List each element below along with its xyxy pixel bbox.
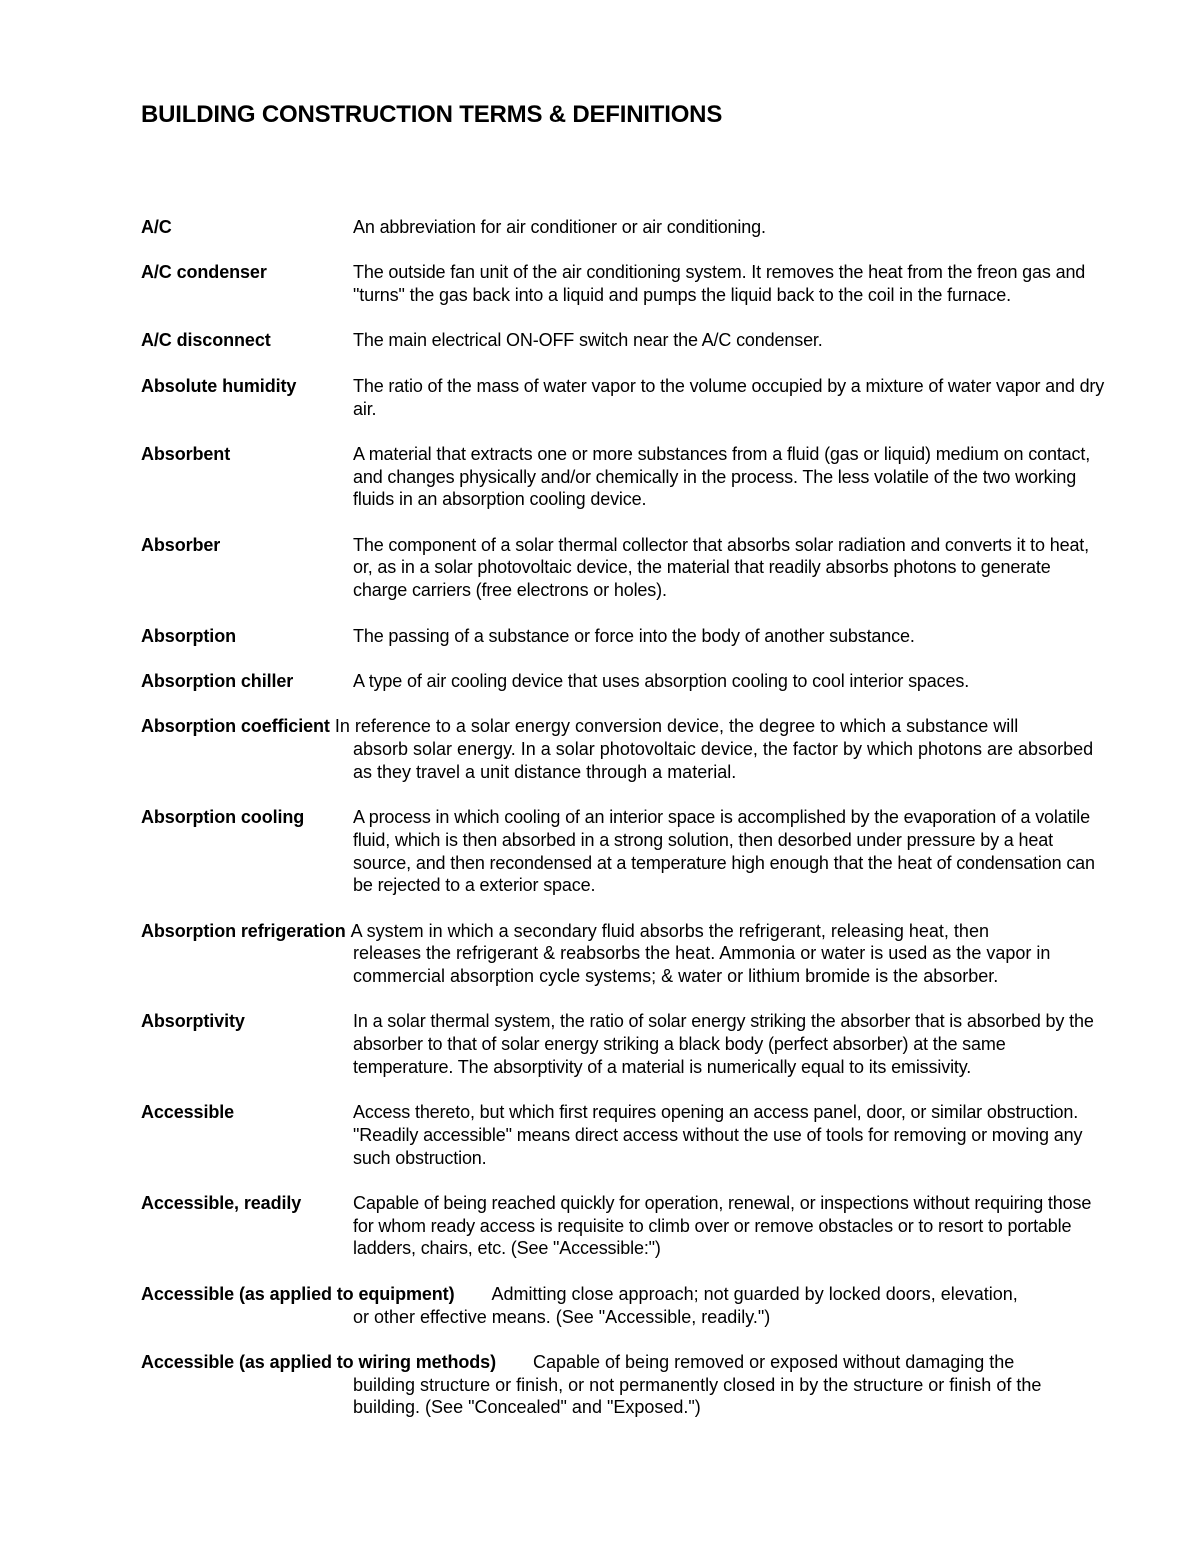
page-title: BUILDING CONSTRUCTION TERMS & DEFINITIONS bbox=[141, 101, 723, 128]
definition-continuation: building structure or finish, or not permanently closed in by the structure or finish of the building. (See "Concealed" and "Exposed.") bbox=[353, 1374, 1042, 1418]
definition: An abbreviation for air conditioner or air conditioning. bbox=[353, 217, 766, 237]
term: Absorption bbox=[141, 625, 236, 646]
term: Accessible (as applied to wiring methods) bbox=[141, 1351, 496, 1372]
glossary-entry bbox=[141, 1351, 1106, 1419]
glossary-entry bbox=[141, 1192, 1106, 1260]
definition-first-line: A system in which a secondary fluid absorbs the refrigerant, releasing heat, then bbox=[350, 920, 989, 941]
term: Absorption coefficient bbox=[141, 716, 330, 737]
definition-continuation: absorb solar energy. In a solar photovoltaic device, the factor by which photons are absorbed as they travel a unit distance through a material. bbox=[353, 739, 1094, 782]
glossary-entry bbox=[141, 670, 1106, 693]
term: Absolute humidity bbox=[141, 375, 297, 396]
glossary-entry bbox=[141, 806, 1106, 897]
glossary-entry bbox=[141, 1010, 1106, 1078]
definition-continuation: releases the refrigerant & reabsorbs the heat. Ammonia or water is used as the vapor in commercial absorption cycle systems; & water or lithium bromide is the absorber. bbox=[353, 943, 1051, 987]
definition: The component of a solar thermal collector that absorbs solar radiation and converts it to heat, or, as in a solar photovoltaic device, the material that readily absorbs photons to generate charge carriers (free electrons or holes). bbox=[353, 534, 1090, 601]
definition: In a solar thermal system, the ratio of solar energy striking the absorber that is absorbed by the absorber to that of solar energy striking a black body (perfect absorber) at the same temperature. The absorptivity of a material is numerically equal to its emissivity. bbox=[353, 1011, 1094, 1077]
definition: The main electrical ON-OFF switch near the A/C condenser. bbox=[353, 330, 823, 351]
definition-first-line: In reference to a solar energy conversion device, the degree to which a substance will bbox=[334, 716, 1019, 737]
term: Accessible (as applied to equipment) bbox=[141, 1283, 455, 1304]
term: Absorption refrigeration bbox=[141, 920, 346, 941]
glossary-entry bbox=[141, 625, 1106, 648]
glossary-entry bbox=[141, 1283, 1106, 1328]
term: A/C disconnect bbox=[141, 330, 271, 351]
definition: Access thereto, but which first requires opening an access panel, door, or similar obstruction. "Readily accessible" means direct access without the use of tools for removing or moving any such obstruction. bbox=[353, 1102, 1083, 1168]
glossary-entry bbox=[141, 534, 1106, 602]
definition-first-line: Capable of being removed or exposed without damaging the bbox=[532, 1351, 1015, 1372]
glossary-list bbox=[141, 216, 1106, 1442]
glossary-entry bbox=[141, 443, 1106, 511]
definition: The passing of a substance or force into the body of another substance. bbox=[353, 625, 915, 646]
term: A/C condenser bbox=[141, 262, 267, 283]
definition-continuation: or other effective means. (See "Accessible, readily.") bbox=[353, 1306, 771, 1327]
definition: A process in which cooling of an interior space is accomplished by the evaporation of a volatile fluid, which is then absorbed in a strong solution, then desorbed under pressure by a heat source, and then recondensed at a temperature high enough that the heat of condensation can be rejected to a exterior space. bbox=[353, 807, 1095, 896]
glossary-entry bbox=[141, 1101, 1106, 1169]
term: Absorption chiller bbox=[141, 670, 294, 691]
glossary-entry bbox=[141, 920, 1106, 988]
term: Accessible bbox=[141, 1102, 235, 1123]
term: Absorptivity bbox=[141, 1011, 245, 1032]
glossary-entry bbox=[141, 261, 1106, 306]
term: Absorption cooling bbox=[141, 807, 305, 828]
term: A/C bbox=[141, 217, 172, 237]
glossary-entry bbox=[141, 329, 1106, 352]
term: Accessible, readily bbox=[141, 1193, 302, 1214]
term: Absorber bbox=[141, 534, 221, 555]
definition: A type of air cooling device that uses absorption cooling to cool interior spaces. bbox=[353, 670, 970, 691]
glossary-entry bbox=[141, 715, 1106, 783]
definition: The outside fan unit of the air conditioning system. It removes the heat from the freon gas and "turns" the gas back into a liquid and pumps the liquid back to the coil in the furnace. bbox=[353, 262, 1086, 306]
glossary-entry bbox=[141, 216, 1106, 239]
definition: The ratio of the mass of water vapor to the volume occupied by a mixture of water vapor and dry air. bbox=[353, 375, 1105, 419]
glossary-entry bbox=[141, 375, 1106, 420]
definition: A material that extracts one or more substances from a fluid (gas or liquid) medium on contact, and changes physically and/or chemically in the process. The less volatile of the two working fluids in an absorption cooling device. bbox=[353, 443, 1091, 510]
definition: Capable of being reached quickly for operation, renewal, or inspections without requiring those for whom ready access is requisite to climb over or remove obstacles or to resort to portable ladders, chairs, etc. (See "Accessible:") bbox=[353, 1193, 1092, 1259]
definition-first-line: Admitting close approach; not guarded by locked doors, elevation, bbox=[491, 1283, 1018, 1304]
term: Absorbent bbox=[141, 443, 231, 464]
